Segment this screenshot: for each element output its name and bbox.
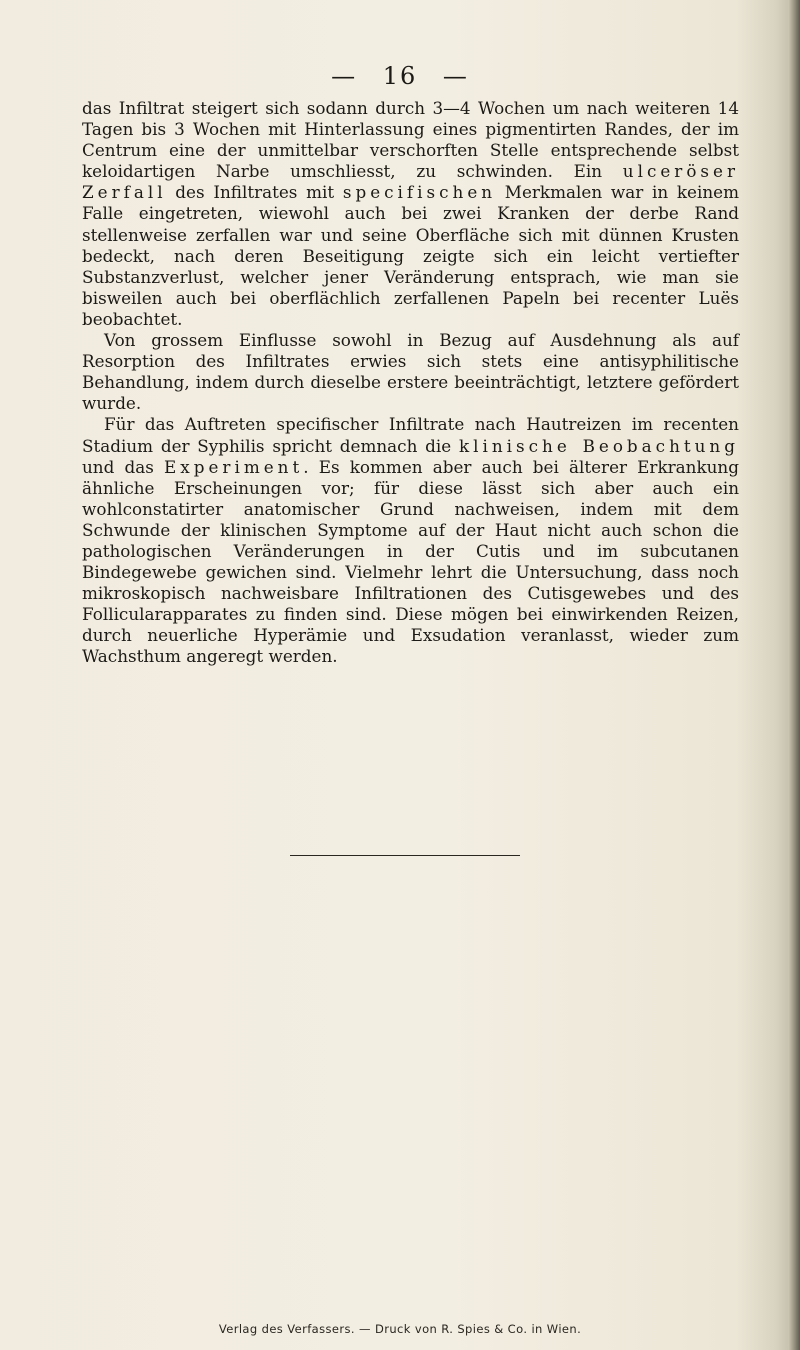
text-run: Merkmalen war in keinem Falle eingetreten, wiewohl auch bei zwei Kranken der derbe Rand stellenweise zerfallen war und seine Oberfläche sich mit dünnen Krusten bedeckt, nach deren Beseitigung zeigte sich ein leicht vertiefter Substanzverlust, welcher jener Veränderung entsprach, wie man sie bisweilen auch bei oberflächlich zerfallenen Papeln bei recenter Luës beobachtet. bbox=[82, 182, 739, 329]
text-run: Für das Auftreten specifischer Infiltrate nach Hautreizen im recenten Stadium der Syphilis spricht demnach die bbox=[82, 414, 739, 456]
section-end-rule bbox=[290, 855, 520, 856]
text-run: das Infiltrat steigert sich sodann durch 3—4 Wochen um nach weiteren 14 Tagen bis 3 Wochen mit Hinterlassung eines pigmentirten Randes, der im Centrum eine der unmittelbar verschorften Stelle entsprechende selbst keloidartigen Narbe umschliesst, zu schwinden. Ein bbox=[82, 98, 739, 182]
paragraph-1 bbox=[82, 98, 739, 330]
imprint-footer: Verlag des Verfassers. — Druck von R. Spies & Co. in Wien. bbox=[218, 1322, 582, 1336]
page-number-dash-left: — bbox=[331, 62, 358, 90]
emphasized-phrase: ulceröser Zerfall bbox=[82, 161, 739, 203]
emphasized-phrase: Experiment bbox=[164, 456, 304, 477]
text-run: Von grossem Einflusse sowohl in Bezug auf Ausdehnung als auf Resorption des Infiltrates erwies sich stets eine antisyphilitische Behandlung, indem durch dieselbe erstere beeinträchtigt, letztere gefördert wurde. bbox=[82, 330, 739, 414]
text-run: des Infiltrates mit bbox=[166, 182, 343, 203]
text-run: . Es kommen aber auch bei älterer Erkrankung ähnliche Erscheinungen vor; für diese lässt sich aber auch ein wohlconstatirter anatomischer Grund nachweisen, indem mit dem Schwunde der klinischen Symptome auf der Haut nicht auch schon die pathologischen Veränderungen in der Cutis und im subcutanen Bindegewebe gewichen sind. Vielmehr lehrt die Untersuchung, dass noch mikroskopisch nachweisbare Infiltrationen des Cutisgewebes und des Follicularapparates zu finden sind. Diese mögen bei einwirkenden Reizen, durch neuerliche Hyperämie und Exsudation veranlasst, wieder zum Wachsthum angeregt werden. bbox=[82, 456, 739, 667]
book-edge-shadow bbox=[788, 0, 800, 1350]
page-number-header bbox=[0, 62, 800, 90]
emphasized-phrase: specifischen bbox=[342, 182, 497, 203]
page-number-dash-right: — bbox=[442, 62, 469, 90]
body-text bbox=[82, 98, 739, 668]
emphasized-phrase: klinische Beobachtung bbox=[458, 435, 739, 456]
paragraph-3 bbox=[82, 414, 739, 667]
page-number: 16 bbox=[382, 62, 418, 90]
text-run: und das bbox=[82, 456, 165, 477]
paragraph-2 bbox=[82, 330, 739, 414]
